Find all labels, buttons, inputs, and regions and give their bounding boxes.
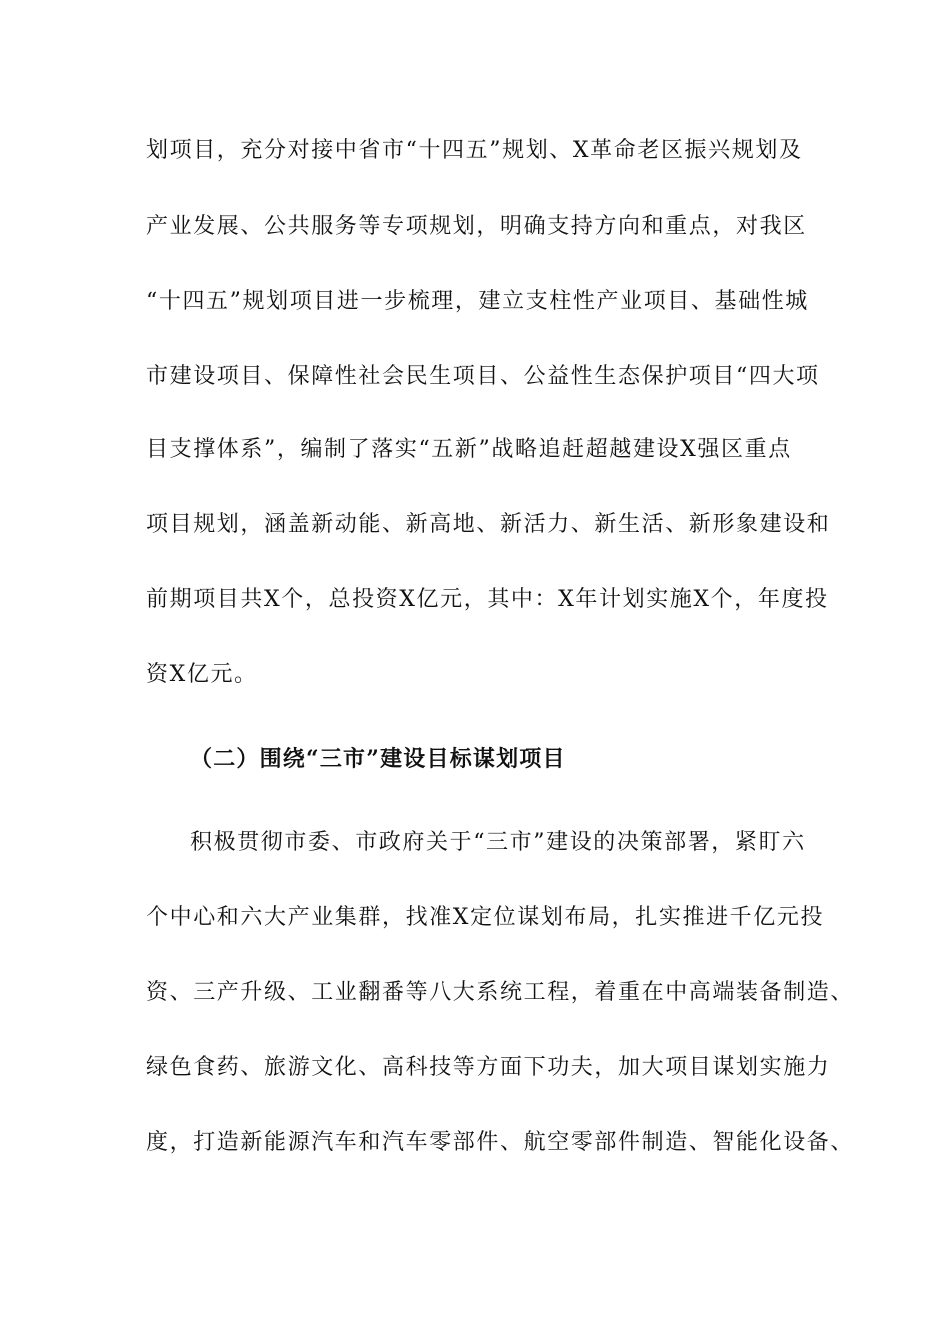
- paragraph-line: 资、三产升级、工业翻番等八大系统工程，着重在中高端装备制造、: [146, 980, 855, 1005]
- paragraph-line: 个中心和六大产业集群，找准X定位谋划布局，扎实推进千亿元投: [146, 905, 825, 930]
- paragraph-line: 目支撑体系”，编制了落实“五新”战略追赶超越建设X强区重点: [146, 437, 792, 462]
- paragraph-line: 资X亿元。: [146, 662, 258, 687]
- paragraph-line: 积极贯彻市委、市政府关于“三市”建设的决策部署，紧盯六: [190, 830, 806, 855]
- paragraph-line: 项目规划，涵盖新动能、新高地、新活力、新生活、新形象建设和: [146, 512, 831, 537]
- paragraph-line: “十四五”规划项目进一步梳理，建立支柱性产业项目、基础性城: [146, 289, 809, 314]
- paragraph-line: 度，打造新能源汽车和汽车零部件、航空零部件制造、智能化设备、: [146, 1130, 855, 1155]
- paragraph-line: 前期项目共X个，总投资X亿元，其中：X年计划实施X个，年度投: [146, 587, 829, 612]
- section-heading: （二）围绕“三市”建设目标谋划项目: [190, 746, 566, 772]
- paragraph-line: 划项目，充分对接中省市“十四五”规划、X革命老区振兴规划及: [146, 138, 803, 163]
- paragraph-line: 产业发展、公共服务等专项规划，明确支持方向和重点，对我区: [146, 214, 807, 239]
- paragraph-line: 绿色食药、旅游文化、高科技等方面下功夫，加大项目谋划实施力: [146, 1055, 831, 1080]
- paragraph-line: 市建设项目、保障性社会民生项目、公益性生态保护项目“四大项: [146, 364, 820, 389]
